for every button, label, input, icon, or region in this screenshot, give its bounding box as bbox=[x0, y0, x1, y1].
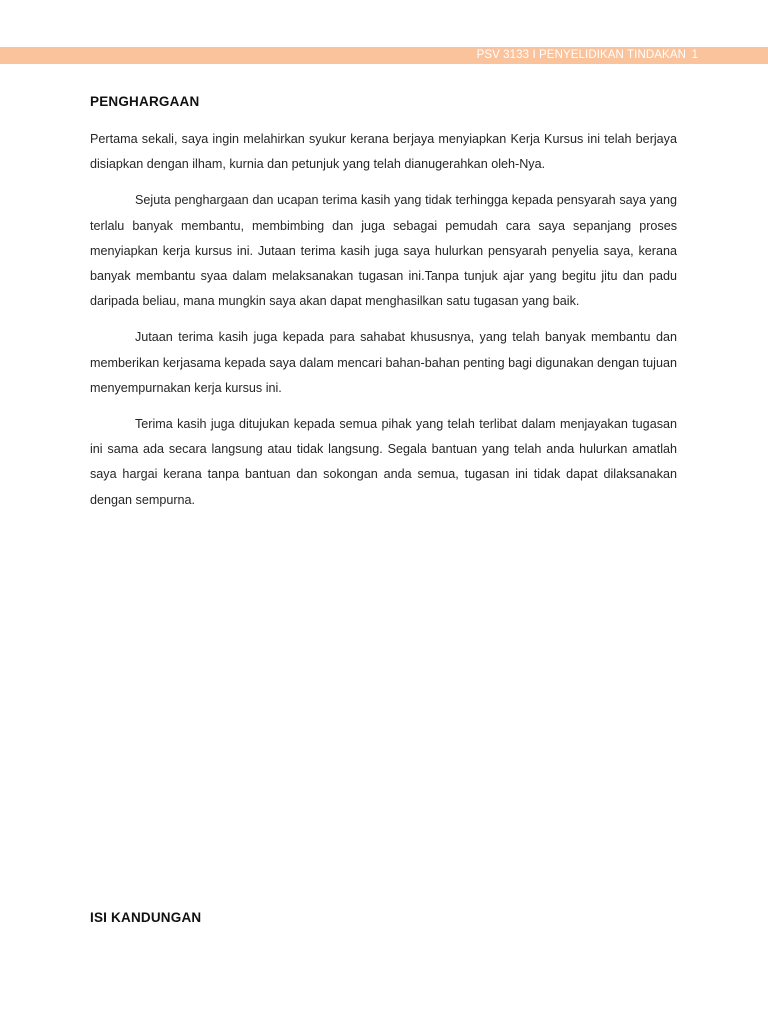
page-header-bar bbox=[0, 47, 768, 64]
acknowledgement-paragraph-2: Sejuta penghargaan dan ucapan terima kasih yang tidak terhingga kepada pensyarah saya yang terlalu banyak membantu, membimbing dan juga sebagai pemudah cara saya sepanjang proses menyiapkan kerja kursus ini. Jutaan terima kasih juga saya hulurkan pensyarah penyelia saya, kerana banyak membantu syaa dalam melaksanakan tugasan ini.Tanpa tunjuk ajar yang begitu jitu dan padu daripada beliau, mana mungkin saya akan dapat menghasilkan satu tugasan yang baik. bbox=[90, 193, 677, 309]
header-page-number: 1 bbox=[691, 49, 698, 61]
acknowledgement-paragraph-4: Terima kasih juga ditujukan kepada semua pihak yang telah terlibat dalam menjayakan tugasan ini sama ada secara langsung atau tidak langsung. Segala bantuan yang telah anda hulurkan amatlah saya hargai kerana tanpa bantuan dan sokongan anda semua, tugasan ini tidak dapat dilaksanakan dengan sempurna. bbox=[90, 417, 677, 507]
acknowledgement-paragraph-3: Jutaan terima kasih juga kepada para sahabat khususnya, yang telah banyak membantu dan memberikan kerjasama kepada saya dalam mencari bahan-bahan penting bagi digunakan dengan tujuan menyempurnakan kerja kursus ini. bbox=[90, 330, 677, 395]
header-title: PSV 3133 I PENYELIDIKAN TINDAKAN bbox=[476, 49, 686, 61]
acknowledgement-paragraph-1: Pertama sekali, saya ingin melahirkan syukur kerana berjaya menyiapkan Kerja Kursus ini telah berjaya disiapkan dengan ilham, kurnia dan petunjuk yang telah dianugerahkan oleh-Nya. bbox=[90, 132, 677, 172]
acknowledgement-heading: PENGHARGAAN bbox=[90, 94, 200, 109]
acknowledgement-section bbox=[90, 90, 677, 513]
contents-heading: ISI KANDUNGAN bbox=[90, 910, 202, 925]
